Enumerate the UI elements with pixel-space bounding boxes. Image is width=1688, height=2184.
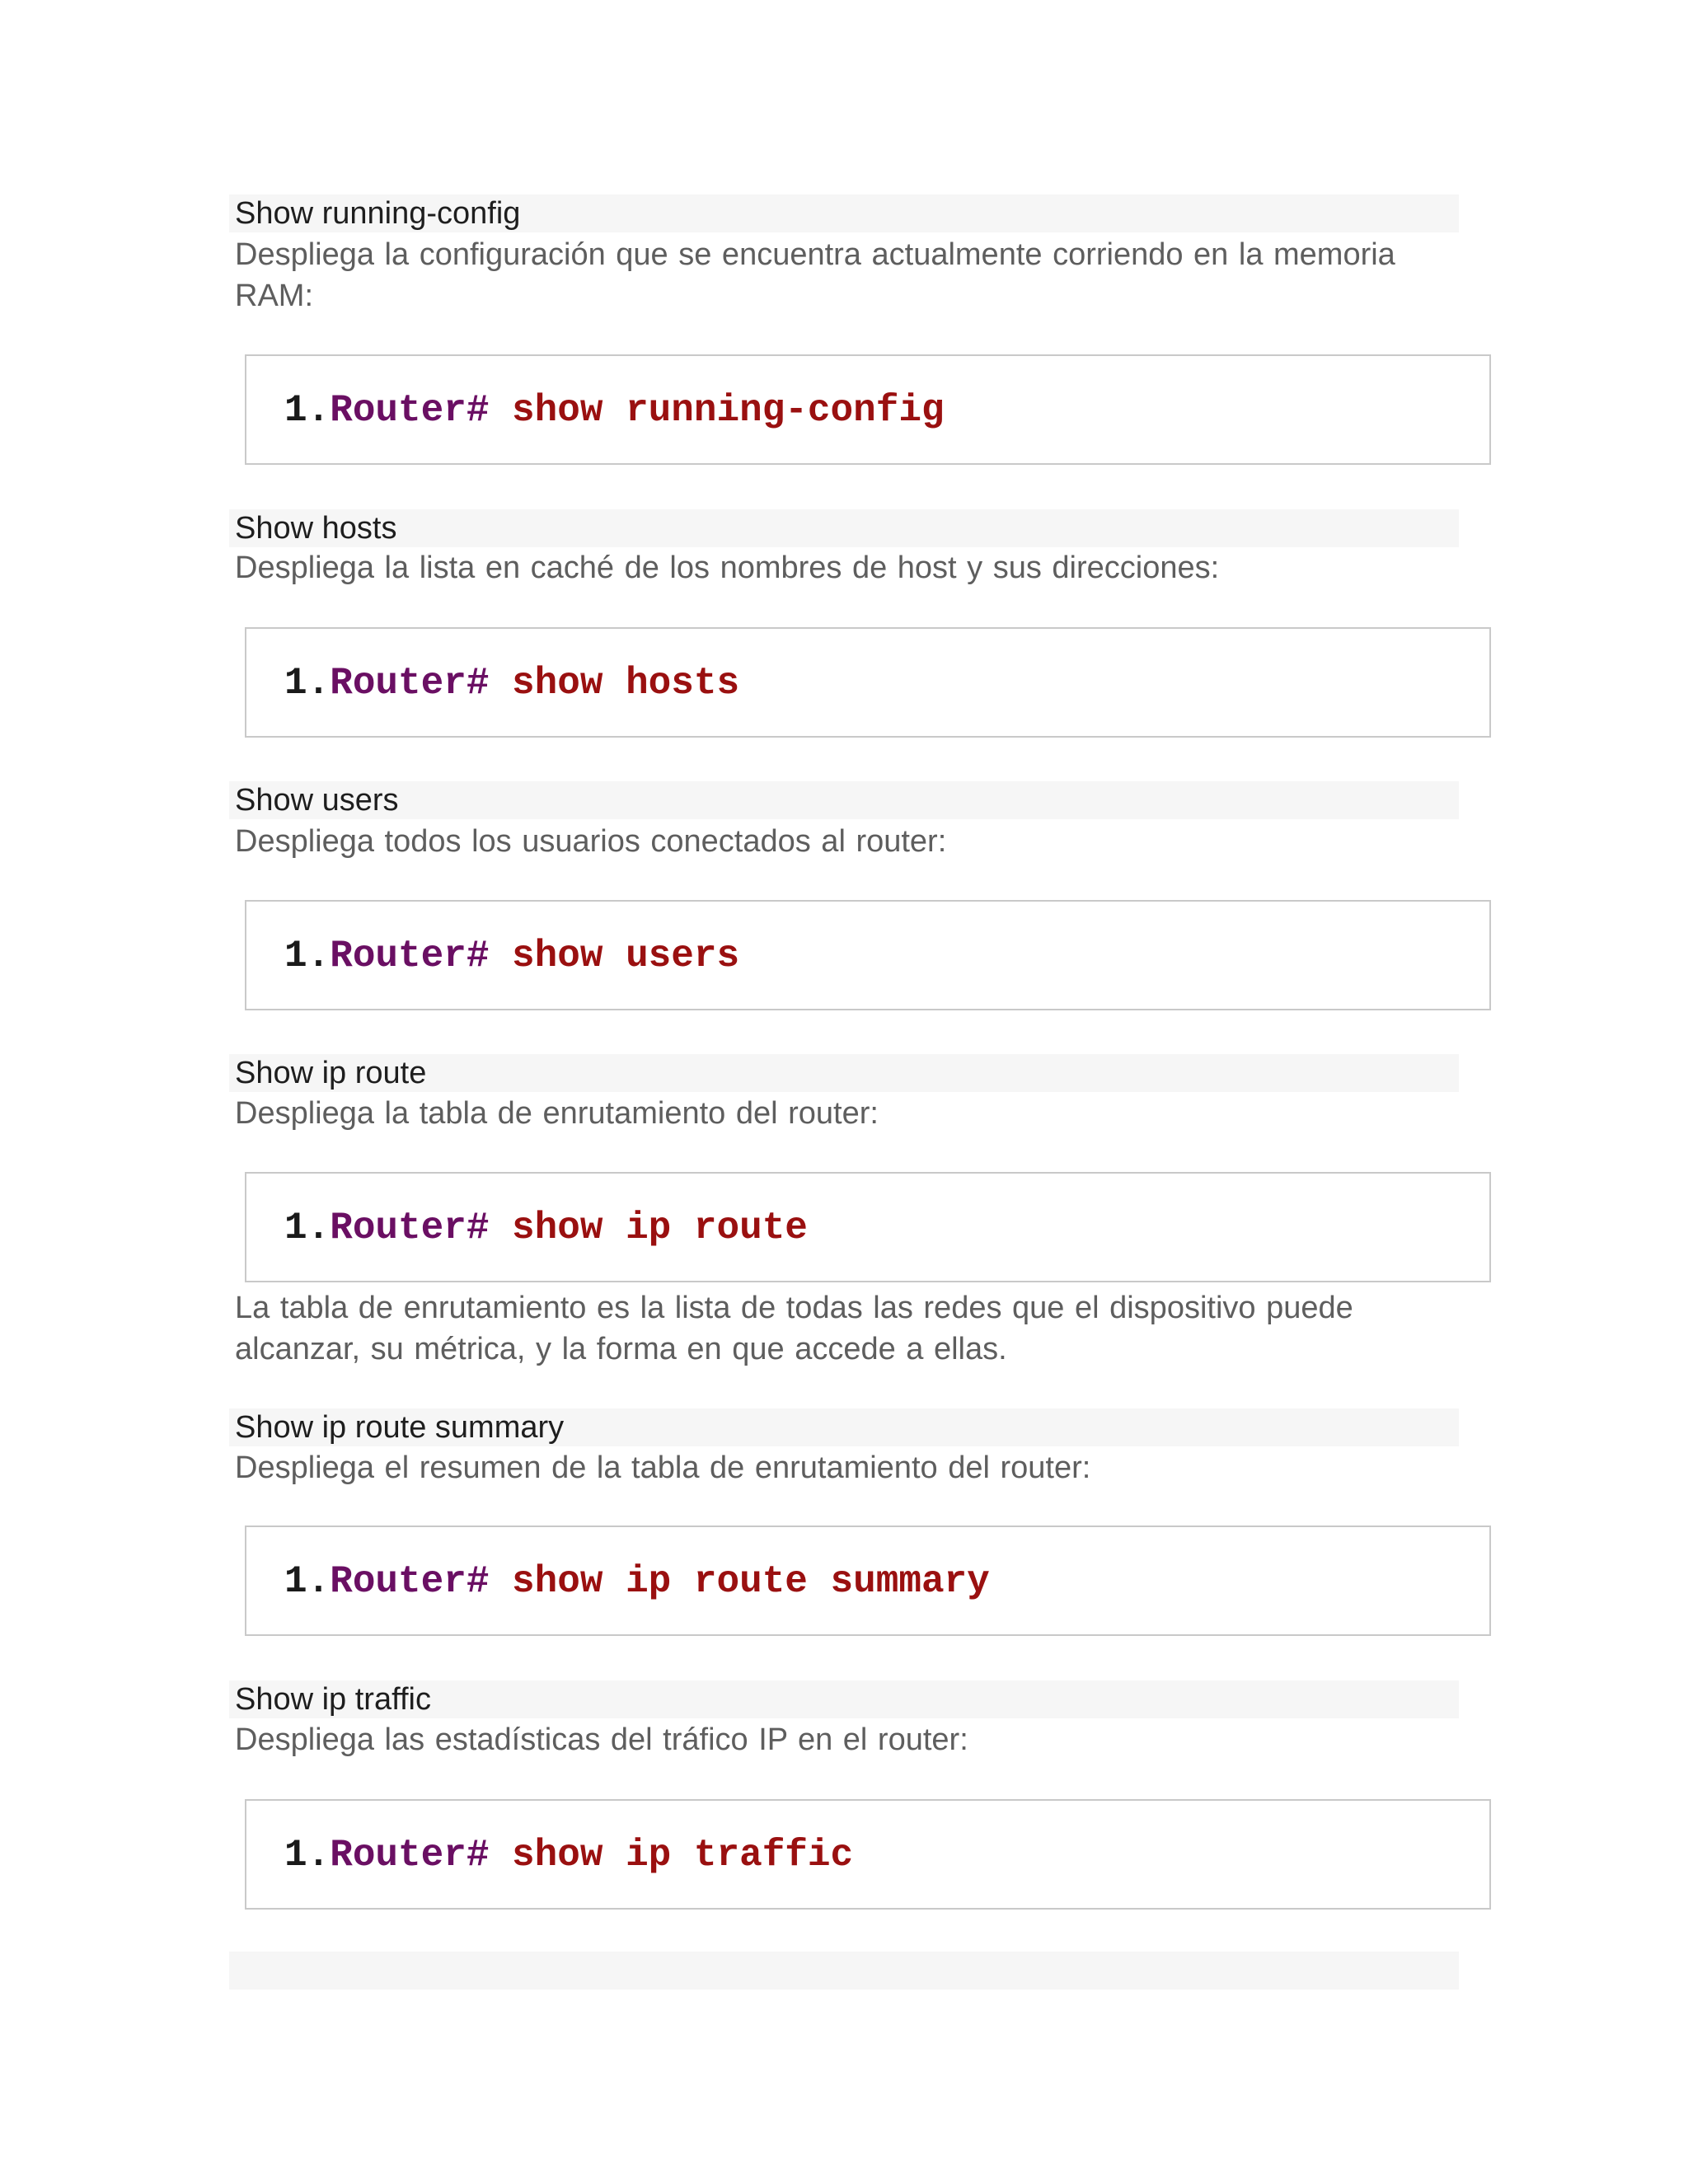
- section-heading: Show ip route summary: [235, 1410, 565, 1445]
- section-heading: Show users: [235, 783, 399, 818]
- code-command: show ip traffic: [489, 1834, 854, 1877]
- code-block: [245, 1172, 1491, 1282]
- code-command: show users: [489, 935, 740, 977]
- code-command: show ip route summary: [489, 1560, 990, 1603]
- code-block: [245, 354, 1491, 465]
- code-block: [245, 1526, 1491, 1636]
- section-note: La tabla de enrutamiento es la lista de todas las redes que el dispositivo puede alcanzar, su métrica, y la forma en que accede a ellas.: [235, 1291, 1353, 1366]
- section-description: Despliega la lista en caché de los nombres de host y sus direcciones:: [235, 551, 1220, 585]
- code-line: [284, 1560, 990, 1603]
- line-number: 1.: [284, 1207, 331, 1249]
- empty-heading-bar: [229, 1952, 1459, 1990]
- code-line: [284, 1834, 853, 1877]
- heading-bar: [229, 509, 1459, 547]
- code-block: [245, 900, 1491, 1010]
- section-heading: Show hosts: [235, 511, 397, 546]
- line-number: 1.: [284, 662, 331, 705]
- code-prompt: Router#: [330, 389, 490, 432]
- code-command: show ip route: [489, 1207, 808, 1249]
- code-line: [284, 662, 739, 705]
- section-heading: Show ip traffic: [235, 1682, 431, 1717]
- code-command: show running-config: [489, 389, 945, 432]
- code-prompt: Router#: [330, 1560, 490, 1603]
- code-prompt: Router#: [330, 1207, 490, 1249]
- section-description: Despliega el resumen de la tabla de enrutamiento del router:: [235, 1451, 1091, 1485]
- code-prompt: Router#: [330, 1834, 490, 1877]
- section-heading: Show running-config: [235, 196, 521, 231]
- code-command: show hosts: [489, 662, 740, 705]
- code-prompt: Router#: [330, 935, 490, 977]
- section-description: Despliega la configuración que se encuentra actualmente corriendo en la memoria RAM:: [235, 237, 1395, 313]
- section-heading: Show ip route: [235, 1056, 427, 1090]
- heading-bar: [229, 781, 1459, 819]
- line-number: 1.: [284, 1560, 331, 1603]
- code-line: [284, 935, 739, 977]
- code-block: [245, 1799, 1491, 1910]
- code-line: [284, 1207, 808, 1249]
- line-number: 1.: [284, 389, 331, 432]
- line-number: 1.: [284, 935, 331, 977]
- section-description: Despliega la tabla de enrutamiento del router:: [235, 1096, 879, 1131]
- line-number: 1.: [284, 1834, 331, 1877]
- code-prompt: Router#: [330, 662, 490, 705]
- code-line: [284, 389, 945, 432]
- section-description: Despliega las estadísticas del tráfico IP en el router:: [235, 1722, 968, 1757]
- section-description: Despliega todos los usuarios conectados al router:: [235, 824, 947, 859]
- code-block: [245, 627, 1491, 738]
